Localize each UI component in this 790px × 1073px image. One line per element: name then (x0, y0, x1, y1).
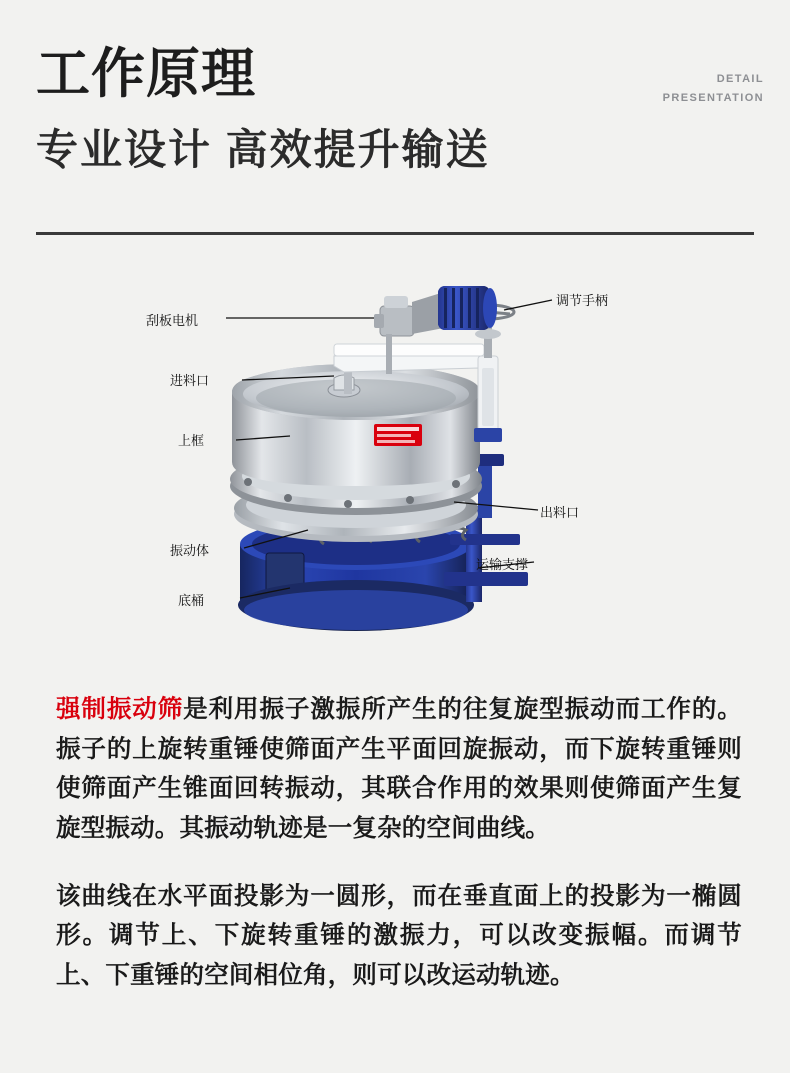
body-content (56, 690, 742, 996)
callout-vibrating-body: 振动体 (170, 543, 210, 558)
page-subtitle: 专业设计 高效提升输送 (36, 125, 490, 173)
eyebrow-line-1: DETAIL (716, 73, 764, 85)
callout-upper-frame: 上框 (178, 433, 205, 448)
paragraph-2: 该曲线在水平面投影为一圆形，而在垂直面上的投影为一椭圆形。调节上、下旋转重锤的激振力，可以改变振幅。而调节上、下重锤的空间相位角，则可以改运动轨迹。 (56, 882, 742, 990)
eyebrow-label (663, 70, 764, 107)
callout-feed-inlet: 进料口 (170, 373, 210, 388)
highlight-keyword: 强制振动筛 (56, 696, 184, 723)
callout-transport-support: 运输支撑 (476, 557, 529, 572)
callout-discharge-outlet: 出料口 (540, 505, 580, 520)
header-divider (36, 232, 754, 235)
callout-adjust-handle: 调节手柄 (556, 293, 609, 308)
callout-scraper-motor: 刮板电机 (146, 313, 199, 328)
machine-illustration (148, 272, 648, 650)
eyebrow-line-2: PRESENTATION (662, 91, 764, 104)
page-title: 工作原理 (36, 44, 256, 104)
product-figure (148, 272, 648, 650)
paragraph-1 (56, 690, 742, 849)
paragraph-1-rest: 是利用振子激振所产生的往复旋型振动而工作的。振子的上旋转重锤使筛面产生平面回旋振动，而下旋转重锤则使筛面产生锥面回转振动，其联合作用的效果则使筛面产生复旋型振动。其振动轨迹是一复杂的空间曲线。 (56, 696, 742, 843)
callout-bottom-barrel: 底桶 (178, 593, 205, 608)
